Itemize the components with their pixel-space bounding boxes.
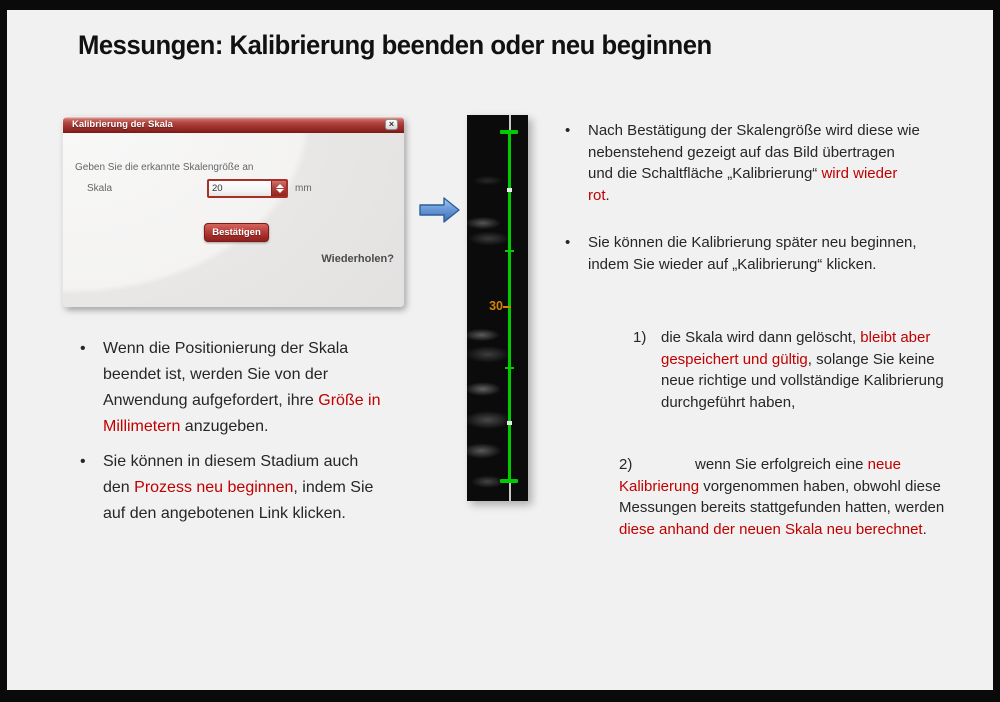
bullet-icon: • — [565, 234, 571, 251]
scale-field-label: Skala — [87, 183, 113, 194]
measure-dot — [507, 188, 512, 192]
close-icon[interactable]: × — [385, 119, 398, 130]
quantity-stepper[interactable] — [271, 181, 286, 196]
unit-label: mm — [295, 183, 312, 194]
item-number: 1) — [633, 329, 647, 346]
measure-tick — [505, 367, 514, 369]
item-number: 2) — [619, 456, 633, 473]
dialog-title: Kalibrierung der Skala — [72, 119, 173, 130]
bullet-icon: • — [80, 340, 86, 357]
numbered-item — [633, 327, 951, 413]
slide-canvas — [7, 10, 993, 690]
list-item — [80, 449, 381, 527]
spinner-down-icon[interactable] — [276, 189, 284, 193]
list-item — [80, 336, 381, 440]
bullet-icon: • — [80, 453, 86, 470]
ultrasound-image — [467, 115, 528, 501]
bullet-text: Sie können in diesem Stadium auch den Prozess neu beginnen, indem Sie auf den angebotenen Link klicken. — [103, 453, 374, 522]
scale-value-label: 30 — [489, 299, 503, 313]
bullet-text: Sie können die Kalibrierung später neu beginnen, indem Sie wieder auf „Kalibrierung“ klicken. — [588, 234, 917, 273]
measure-dot — [507, 421, 512, 425]
list-item — [565, 120, 922, 206]
calibration-dialog — [63, 117, 404, 307]
numbered-text: die Skala wird dann gelöscht, bleibt aber gespeichert und gültig, solange Sie keine neue richtige und vollständige Kalibrierung durchgeführt haben, — [661, 329, 944, 411]
scale-label-tick — [503, 306, 511, 308]
bullet-text: Wenn die Positionierung der Skala beendet ist, werden Sie von der Anwendung aufgefordert, ihre Größe in Millimetern anzugeben. — [103, 340, 381, 435]
bullet-text: Nach Bestätigung der Skalengröße wird diese wie nebenstehend gezeigt auf das Bild übertragen und die Schaltfläche „Kalibrierung“ wird wieder rot. — [588, 122, 920, 204]
page-title: Messungen: Kalibrierung beenden oder neu beginnen — [78, 30, 712, 60]
scale-value-input[interactable] — [207, 179, 288, 198]
right-arrow-icon — [419, 196, 461, 224]
numbered-item — [619, 454, 953, 540]
measure-tick — [505, 250, 514, 252]
scale-value[interactable]: 20 — [209, 181, 271, 196]
confirm-button[interactable]: Bestätigen — [204, 223, 269, 242]
measure-endpoint-bottom — [500, 479, 518, 483]
list-item — [565, 232, 922, 275]
dialog-prompt: Geben Sie die erkannte Skalengröße an — [75, 162, 254, 173]
measure-endpoint-top — [500, 130, 518, 134]
bullet-icon: • — [565, 122, 571, 139]
repeat-link[interactable]: Wiederholen? — [321, 253, 394, 265]
spinner-up-icon[interactable] — [276, 184, 284, 188]
numbered-text: wenn Sie erfolgreich eine neue Kalibrierung vorgenommen haben, obwohl diese Messungen bereits stattgefunden hatten, werden diese anhand der neuen Skala neu berechnet. — [619, 456, 945, 538]
dialog-titlebar — [63, 117, 404, 133]
